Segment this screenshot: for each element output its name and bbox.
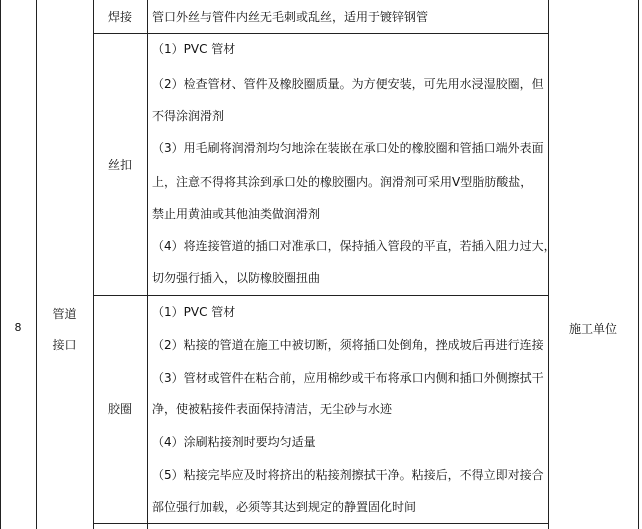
rubber-ring-detail-line: （4）涂刷粘接剂时要均匀适量 <box>152 435 316 449</box>
col-divider-2 <box>93 0 94 529</box>
welding-detail-line: 管口外丝与管件内丝无毛刺或乱丝，适用于镀锌钢管 <box>152 10 429 24</box>
row-number: 8 <box>14 321 22 334</box>
table-border-left <box>0 0 1 529</box>
col-divider-4 <box>548 0 549 529</box>
thread-detail-line: （3）用毛刷将润滑剂均匀地涂在装嵌在承口处的橡胶圈和管插口端外表面 <box>152 141 544 155</box>
rubber-ring-detail-line: 部位强行加载，必须等其达到规定的静置固化时间 <box>152 500 417 514</box>
thread-detail-line: （4）将连接管道的插口对准承口，保持插入管段的平直，若插入阻力过大， <box>152 239 556 253</box>
method-name-rubber-ring: 胶圈 <box>107 402 132 416</box>
rubber-ring-detail-line: （2）粘接的管道在施工中被切断，须将插口处倒角，挫成坡后再进行连接 <box>152 338 544 352</box>
table-border-right <box>638 0 639 529</box>
thread-detail-line: 禁止用黄油或其他油类做润滑剂 <box>152 207 321 221</box>
thread-detail-line: 不得涂润滑剂 <box>152 109 225 123</box>
category-line-2: 接口 <box>52 338 77 352</box>
col-divider-1 <box>36 0 37 529</box>
row-divider-1 <box>93 33 549 34</box>
category-line-1: 管道 <box>52 307 77 321</box>
thread-detail-line: （2）检查管材、管件及橡胶圈质量。为方便安装，可先用水浸湿胶圈，但 <box>152 77 544 91</box>
rubber-ring-detail-line: （5）粘接完毕应及时将挤出的粘接剂擦拭干净。粘接后，不得立即对接合 <box>152 468 544 482</box>
method-name-welding: 焊接 <box>107 10 132 24</box>
col-divider-3 <box>147 0 148 529</box>
row-divider-3 <box>93 523 549 524</box>
thread-detail-line: （1）PVC 管材 <box>152 42 236 56</box>
responsible-party: 施工单位 <box>568 322 617 336</box>
thread-detail-line: 上，注意不得将其涂到承口处的橡胶圈内。润滑剂可采用V型脂肪酸盐， <box>152 175 533 189</box>
method-name-thread: 丝扣 <box>107 158 132 172</box>
rubber-ring-detail-line: 净，使被粘接件表面保持清洁，无尘砂与水迹 <box>152 402 393 416</box>
thread-detail-line: 切勿强行插入，以防橡胶圈扭曲 <box>152 271 321 285</box>
rubber-ring-detail-line: （1）PVC 管材 <box>152 305 236 319</box>
rubber-ring-detail-line: （3）管材或管件在粘合前，应用棉纱或干布将承口内侧和插口外侧擦拭干 <box>152 371 544 385</box>
row-divider-2 <box>93 295 549 296</box>
